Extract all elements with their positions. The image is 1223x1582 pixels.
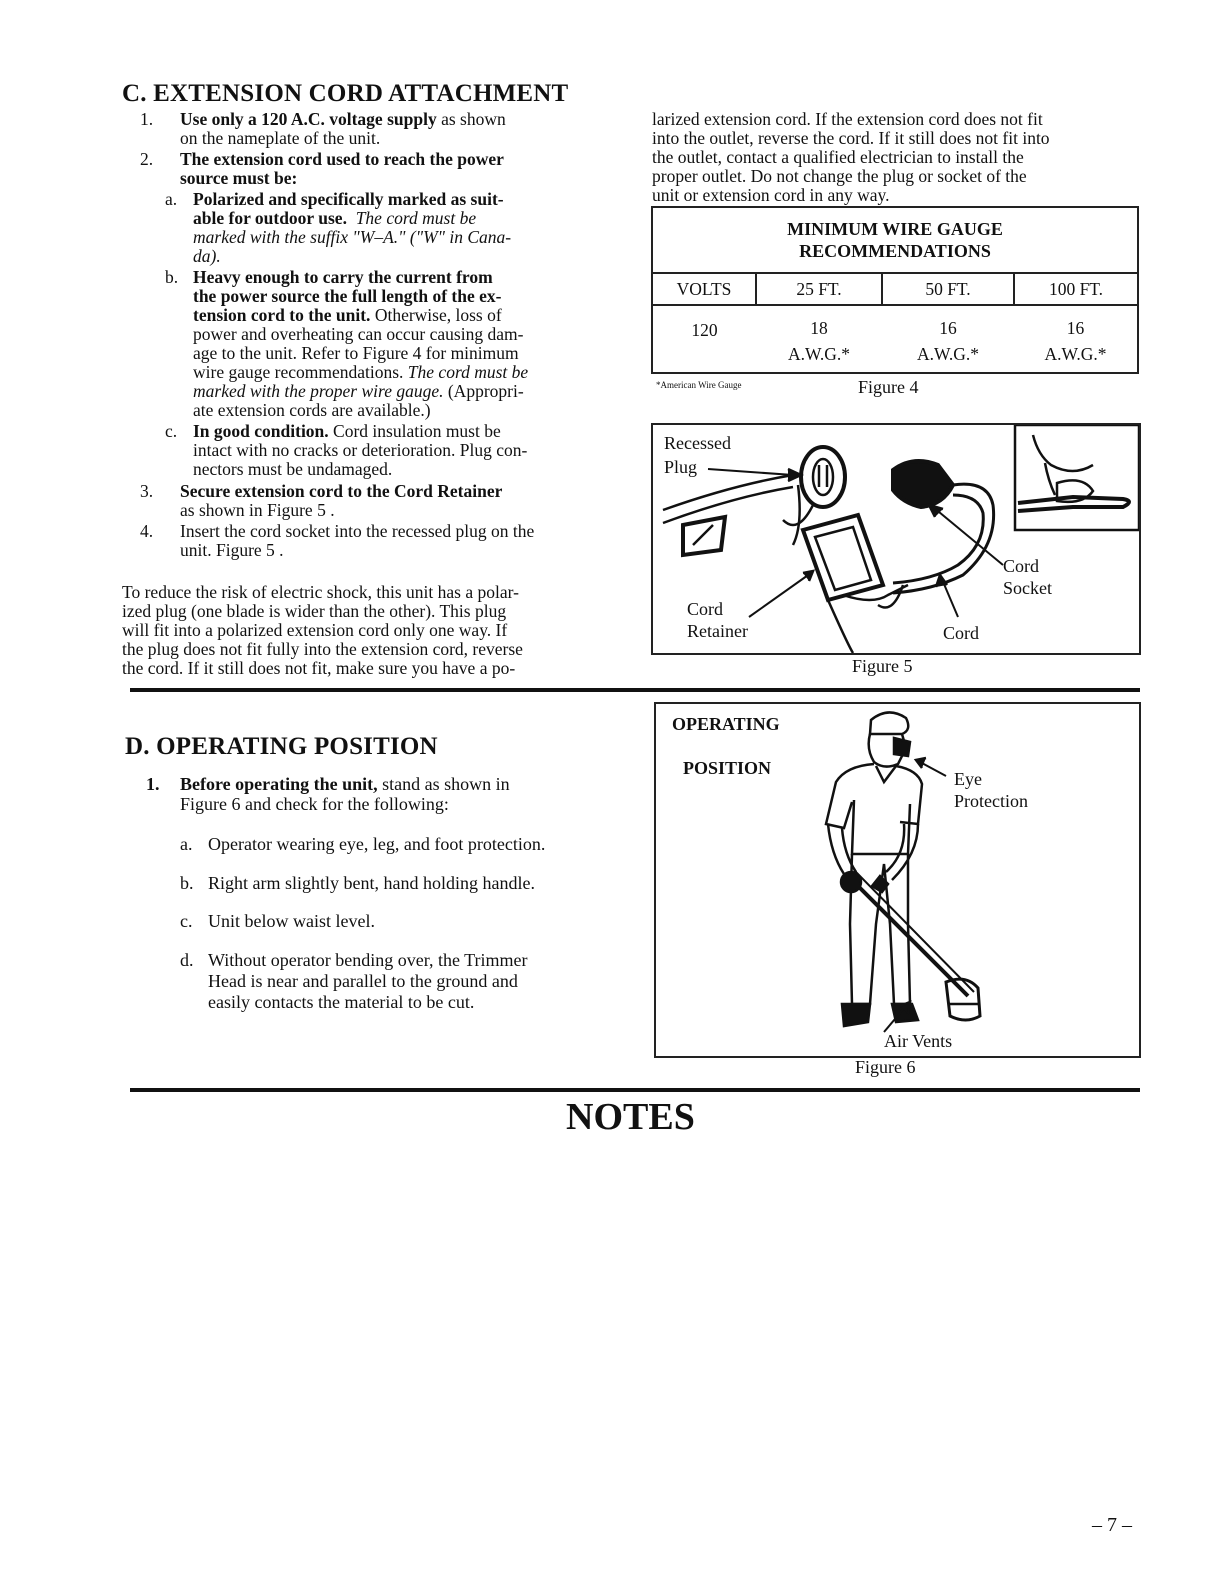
table-row: [652, 305, 1138, 373]
figure-5-caption: Figure 5: [852, 656, 913, 676]
table-header-cell: VOLTS: [652, 273, 756, 305]
section-c-list: 1. Use only a 120 A.C. voltage supply as shown on the nameplate of the unit. 2. The extension cord used to reach the power source must be: a. Polarized and specifically marked as suit- able for outdoor use. The cord must be marked with the suffix "W–A." ("W" in Cana- da). b. Heavy enough to carry the current from the power source the full length of the ex- tension cord to the unit. Otherwise, loss of power and overheating can occur causing dam- age to the unit. Refer to Figure 4 for minimum wire gauge recommendations. The cord must be marked with the proper wire gauge. (Appropri- ate extension cords are available.) c. In good condition. Cord insulation must be intact with no cracks or deterioration. Plug con- nectors must be undamaged. 3. Secure extension cord to the Cord Retainer as shown in Figure 5 . 4. Insert the cord socket into the recessed plug on the unit. Figure 5 .: [140, 109, 535, 560]
label-protection: Protection: [954, 791, 1028, 811]
cap-shape: [870, 712, 908, 734]
table-header-cell: 25 FT.: [756, 273, 882, 305]
figure-6-caption: Figure 6: [855, 1057, 916, 1077]
label-cord-socket-1: Cord: [1003, 556, 1039, 576]
table-header-cell: 50 FT.: [882, 273, 1014, 305]
wire-gauge-table: [651, 206, 1139, 374]
figure-6-title-2: POSITION: [683, 758, 772, 778]
section-d-title: D. OPERATING POSITION: [125, 733, 438, 760]
label-cord-socket-2: Socket: [1003, 578, 1052, 598]
figure-6-title-1: OPERATING: [672, 714, 780, 734]
table-footnote: *American Wire Gauge: [656, 380, 742, 390]
table-cell: 16 A.W.G.*: [882, 305, 1014, 373]
recessed-plug-shape: [801, 447, 845, 507]
label-air-vents: Air Vents: [884, 1031, 953, 1051]
notes-heading: NOTES: [566, 1096, 695, 1138]
figure-4-caption: Figure 4: [858, 377, 919, 397]
table-cell: 18 A.W.G.*: [756, 305, 882, 373]
label-cord: Cord: [943, 623, 979, 643]
figure-5: [651, 423, 1141, 655]
polarized-plug-paragraph-cont: larized extension cord. If the extension cord does not fit into the outlet, reverse the cord. If it still does not fit into the outlet, contact a qualified electrician to install the proper outlet. Do not change the plug or socket of the unit or extension cord in any way.: [652, 109, 1050, 205]
section-d-list: 1. Before operating the unit, stand as shown in Figure 6 and check for the following: a. Operator wearing eye, leg, and foot protection. b. Right arm slightly bent, hand holding handle. c. Unit below waist level. d. Without operator bending over, the Trimmer Head is near and parallel to the ground and easily contacts the material to be cut.: [146, 774, 546, 1012]
page-number: – 7 –: [1092, 1514, 1132, 1536]
section-c-title: C. EXTENSION CORD ATTACHMENT: [122, 80, 569, 107]
label-cord-retainer-1: Cord: [687, 599, 723, 619]
trimmer-plug-illustration: [653, 425, 1139, 653]
table-cell: 120: [652, 305, 756, 373]
figure-6: [654, 702, 1141, 1058]
label-plug: Plug: [664, 457, 698, 477]
label-recessed: Recessed: [664, 433, 731, 453]
trimmer-head-shape: [946, 979, 980, 1020]
section-divider: [130, 688, 1140, 692]
table-header-cell: 100 FT.: [1014, 273, 1138, 305]
table-header-row: [652, 273, 1138, 305]
table-cell: 16 A.W.G.*: [1014, 305, 1138, 373]
eye-protection-shape: [894, 738, 910, 756]
trimmer-handle-shape: [841, 872, 861, 892]
notes-divider: [130, 1088, 1140, 1092]
table-title: MINIMUM WIRE GAUGE RECOMMENDATIONS: [652, 207, 1138, 273]
label-cord-retainer-2: Retainer: [687, 621, 748, 641]
polarized-plug-paragraph: To reduce the risk of electric shock, this unit has a polar- ized plug (one blade is wider than the other). This plug will fit into a polarized extension cord only one way. If the plug does not fit fully into the extension cord, reverse the cord. If it still does not fit, make sure you have a po-: [122, 582, 523, 678]
label-eye: Eye: [954, 769, 982, 789]
cord-socket-shape: [893, 461, 953, 507]
